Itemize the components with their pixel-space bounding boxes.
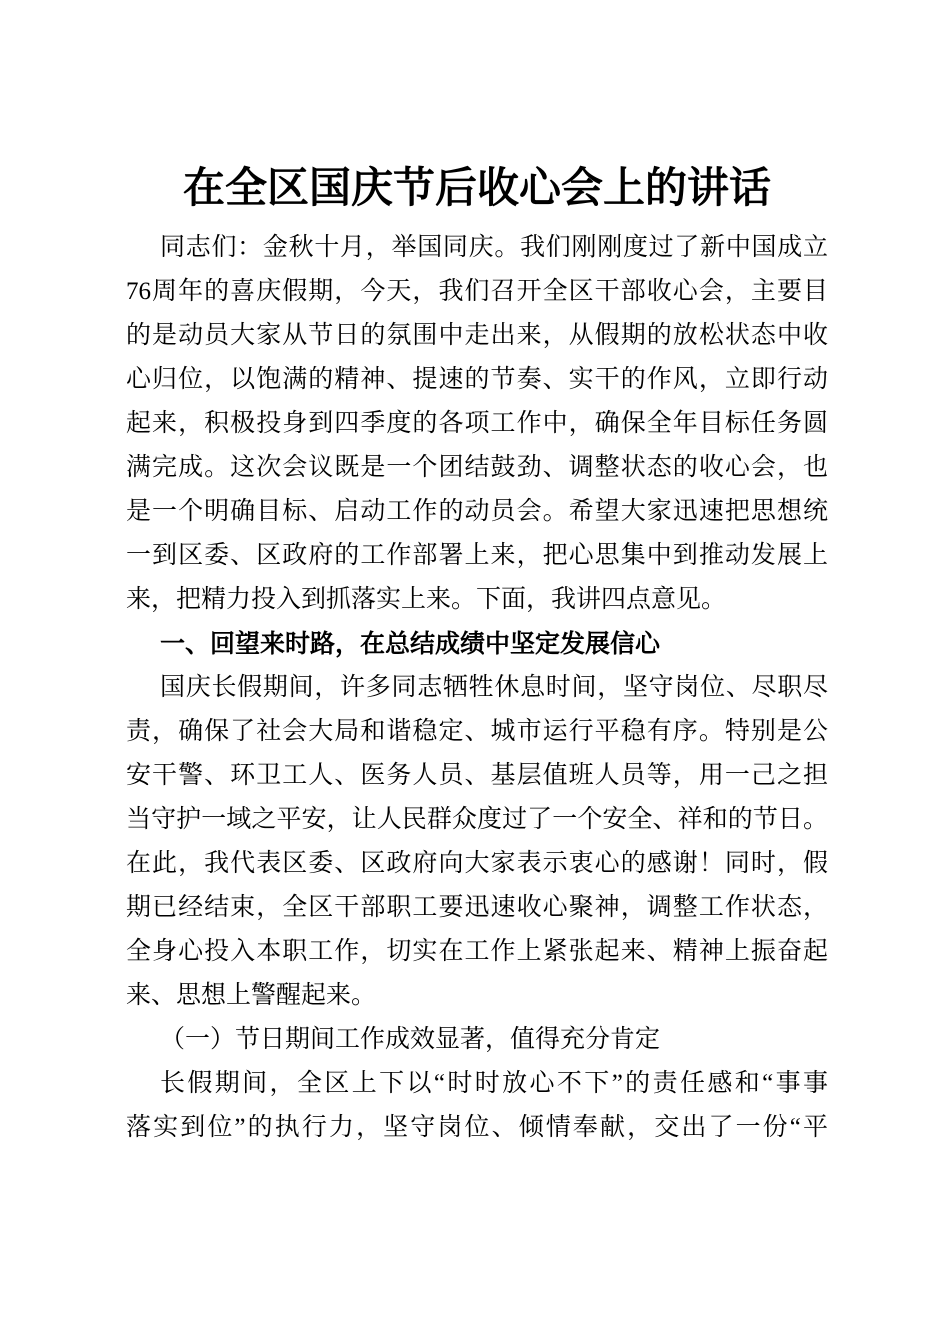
document-title: 在全区国庆节后收心会上的讲话 [182, 166, 771, 212]
paragraph1-line: 一到区委、区政府的工作部署上来，把心思集中到推动发展上 [126, 542, 828, 569]
paragraph2-line: 国庆长假期间，许多同志牺牲休息时间，坚守岗位、尽职尽 [160, 674, 828, 701]
paragraph2-line: 安干警、环卫工人、医务人员、基层值班人员等，用一己之担 [126, 762, 828, 789]
paragraph3-line: 落实到位”的执行力，坚守岗位、倾情奉献，交出了一份“平 [126, 1114, 828, 1141]
paragraph1-line: 满完成。这次会议既是一个团结鼓劲、调整状态的收心会，也 [126, 454, 828, 481]
subsection-heading-1: （一）节日期间工作成效显著，值得充分肯定 [160, 1026, 661, 1053]
paragraph1-line: 同志们：金秋十月，举国同庆。我们刚刚度过了新中国成立 [160, 234, 828, 261]
section-heading-1: 一、回望来时路，在总结成绩中坚定发展信心 [160, 630, 661, 658]
paragraph1-line: 心归位，以饱满的精神、提速的节奏、实干的作风，立即行动 [126, 366, 828, 393]
paragraph3-line: 长假期间，全区上下以“时时放心不下”的责任感和“事事 [160, 1070, 828, 1097]
paragraph2-line: 来、思想上警醒起来。 [126, 982, 377, 1009]
document-body [126, 226, 828, 1150]
paragraph2-line: 期已经结束，全区干部职工要迅速收心聚神，调整工作状态， [126, 894, 828, 921]
paragraph1-line: 来，把精力投入到抓落实上来。下面，我讲四点意见。 [126, 586, 727, 613]
paragraph1-line: 是一个明确目标、启动工作的动员会。希望大家迅速把思想统 [126, 498, 828, 525]
paragraph1-line: 起来，积极投身到四季度的各项工作中，确保全年目标任务圆 [126, 410, 828, 437]
paragraph1-line: 的是动员大家从节日的氛围中走出来，从假期的放松状态中收 [126, 322, 828, 349]
paragraph2-line: 全身心投入本职工作，切实在工作上紧张起来、精神上振奋起 [126, 938, 828, 965]
paragraph2-line: 在此，我代表区委、区政府向大家表示衷心的感谢！同时，假 [126, 850, 828, 877]
paragraph2-line: 当守护一域之平安，让人民群众度过了一个安全、祥和的节日。 [126, 806, 828, 833]
paragraph2-line: 责，确保了社会大局和谐稳定、城市运行平稳有序。特别是公 [126, 718, 828, 745]
paragraph1-line: 76周年的喜庆假期，今天，我们召开全区干部收心会，主要目 [126, 278, 828, 305]
